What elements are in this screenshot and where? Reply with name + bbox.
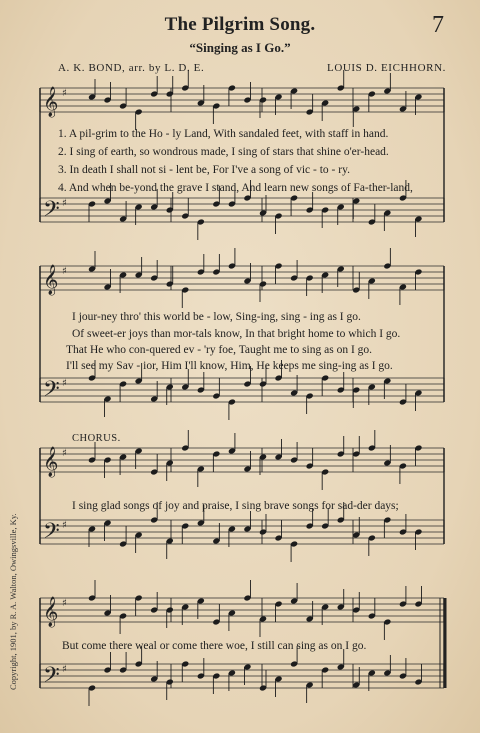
verse-2-line-b: Of sweet-er joys than mor-tals know, In that bright home to which I go. [72,328,401,340]
sharp-icon: ♯ [62,266,67,277]
sharp-icon: ♯ [62,664,67,675]
hymn-title: The Pilgrim Song. [164,14,316,35]
bass-clef-icon: 𝄢 [43,519,60,549]
hymn-subtitle: “Singing as I Go.” [189,40,291,55]
verse-3-line-a: 3. In death I shall not si - lent be, For I've a song of vic - to - ry. [58,164,350,176]
verse-4-line-b: I'll see my Sav - ior, Him I'll know, Him, He keeps me sing-ing as I go. [66,360,393,372]
sharp-icon: ♯ [62,88,67,99]
sharp-icon: ♯ [62,520,67,531]
treble-clef-icon: 𝄞 [43,597,59,627]
verse-2-line-a: 2. I sing of earth, so wondrous made, I sing of stars that shine o'er-head. [58,146,389,158]
page-number: 7 [432,12,444,38]
chorus-line-2: But come there weal or come there woe, I still can sing as on I go. [62,640,367,652]
sharp-icon: ♯ [62,198,67,209]
bass-clef-icon: 𝄢 [43,663,60,693]
verse-1-line-a: 1. A pil-grim to the Ho - ly Land, With sandaled feet, with staff in hand. [58,128,389,140]
verse-4-line-a: 4. And when be-yond the grave I stand, And learn new songs of Fa-ther-land, [58,182,413,194]
music-credit: LOUIS D. EICHHORN. [327,62,446,74]
verse-3-line-b: That He who con-quered ev - 'ry foe, Taught me to sing as on I go. [66,344,373,356]
treble-clef-icon: 𝄞 [43,265,59,295]
verse-1-line-b: I jour-ney thro' this world be - low, Sing-ing, sing - ing as I go. [72,311,361,323]
treble-clef-icon: 𝄞 [43,447,59,477]
bass-clef-icon: 𝄢 [43,377,60,407]
bass-clef-icon: 𝄢 [43,197,60,227]
treble-clef-icon: 𝄞 [43,87,59,117]
sharp-icon: ♯ [62,598,67,609]
chorus-line-1: I sing glad songs of joy and praise, I sing brave songs for sad-der days; [72,500,399,512]
sharp-icon: ♯ [62,378,67,389]
copyright-notice: Copyright, 1901, by R. A. Walton, Owingsville, Ky. [8,513,18,690]
sharp-icon: ♯ [62,448,67,459]
chorus-label: CHORUS. [72,433,121,444]
words-credit: A. K. BOND, arr. by L. D. E. [58,62,205,74]
